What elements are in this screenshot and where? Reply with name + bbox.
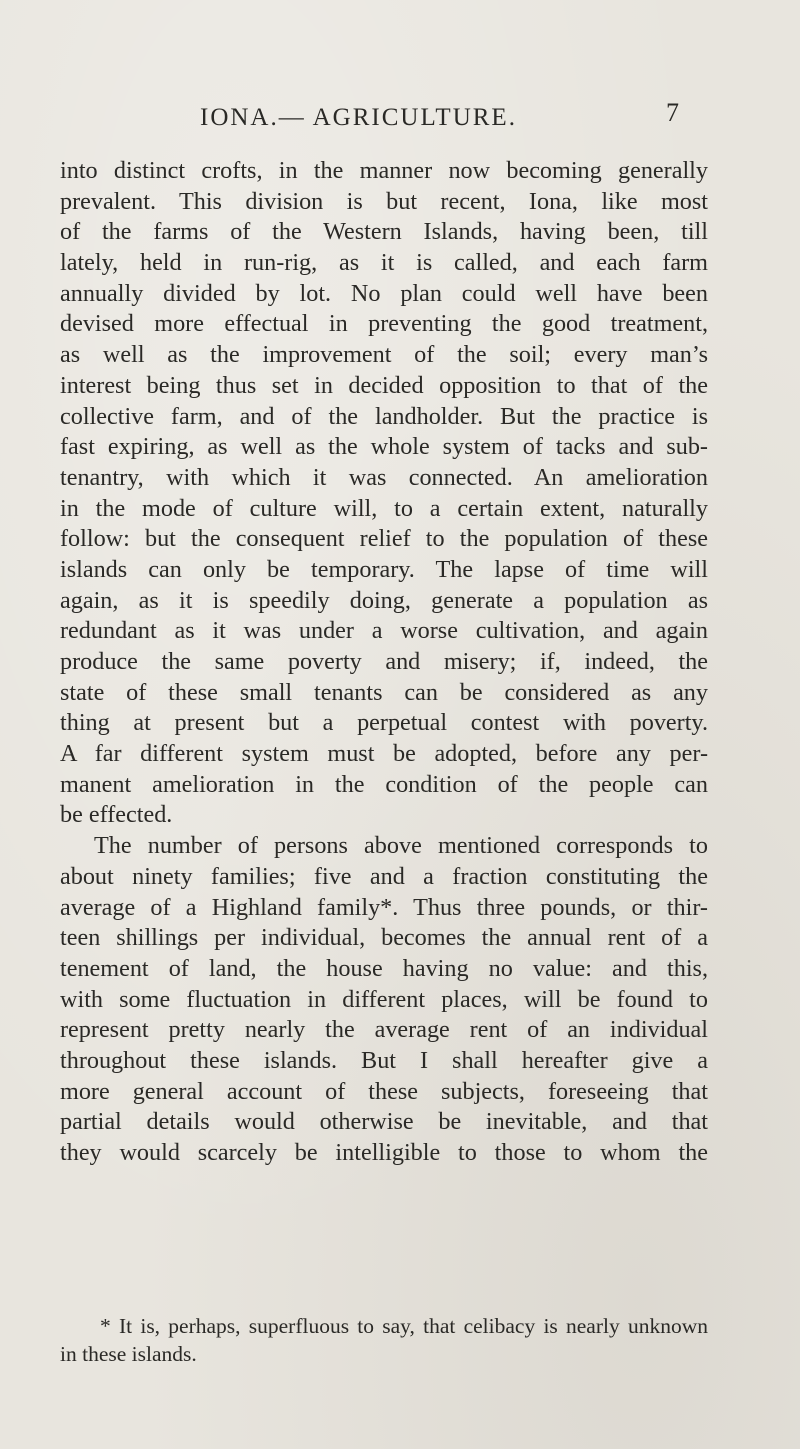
- text-line: average of a Highland family*. Thus three pounds, or thir-: [60, 893, 708, 921]
- text-line: The number of persons above mentioned corresponds to: [94, 832, 708, 860]
- text-line: fast expiring, as well as the whole system of tacks and sub-: [60, 433, 708, 461]
- text-line: devised more effectual in preventing the good treatment,: [60, 310, 708, 338]
- text-line: redundant as it was under a worse cultivation, and again: [60, 617, 708, 645]
- text-line: islands can only be temporary. The lapse of time will: [60, 555, 708, 583]
- text-line: into distinct crofts, in the manner now becoming generally: [60, 157, 708, 184]
- text-line: about ninety families; five and a fraction constituting the: [60, 862, 708, 890]
- text-line: be effected.: [60, 801, 173, 829]
- text-line: tenement of land, the house having no value: and this,: [60, 954, 708, 982]
- running-head: IONA.— AGRICULTURE.: [200, 104, 517, 131]
- text-line: collective farm, and of the landholder. But the practice is: [60, 402, 708, 430]
- footnote-line: in these islands.: [60, 1342, 197, 1366]
- text-line: they would scarcely be intelligible to those to whom the: [60, 1139, 708, 1166]
- text-line: with some fluctuation in different places, will be found to: [60, 985, 708, 1013]
- text-line: teen shillings per individual, becomes the annual rent of a: [60, 924, 708, 952]
- body-text: [60, 156, 708, 1169]
- page-number: 7: [666, 98, 679, 127]
- text-line: annually divided by lot. No plan could well have been: [60, 279, 708, 307]
- text-line: lately, held in run-rig, as it is called, and each farm: [60, 249, 708, 277]
- text-line: represent pretty nearly the average rent of an individual: [60, 1016, 708, 1044]
- text-line: interest being thus set in decided opposition to that of the: [60, 371, 708, 399]
- text-line: state of these small tenants can be considered as any: [60, 678, 708, 706]
- text-line: manent amelioration in the condition of the people can: [60, 770, 708, 798]
- text-line: as well as the improvement of the soil; every man’s: [60, 341, 708, 369]
- text-line: of the farms of the Western Islands, having been, till: [60, 218, 708, 246]
- text-line: produce the same poverty and misery; if, indeed, the: [60, 648, 708, 675]
- text-line: follow: but the consequent relief to the population of these: [60, 525, 708, 553]
- footnote-line: * It is, perhaps, superfluous to say, that celibacy is nearly unknown: [100, 1314, 708, 1338]
- text-line: more general account of these subjects, foreseeing that: [60, 1077, 708, 1105]
- text-line: A far different system must be adopted, before any per-: [60, 740, 708, 768]
- text-line: prevalent. This division is but recent, Iona, like most: [60, 187, 708, 215]
- text-line: throughout these islands. But I shall hereafter give a: [60, 1046, 708, 1074]
- text-line: tenantry, with which it was connected. An amelioration: [60, 463, 708, 491]
- text-line: thing at present but a perpetual contest with poverty.: [60, 709, 708, 737]
- text-line: partial details would otherwise be inevitable, and that: [60, 1108, 708, 1136]
- text-line: again, as it is speedily doing, generate a population as: [60, 586, 708, 614]
- text-line: in the mode of culture will, to a certain extent, naturally: [60, 494, 708, 522]
- footnote: [60, 1312, 708, 1368]
